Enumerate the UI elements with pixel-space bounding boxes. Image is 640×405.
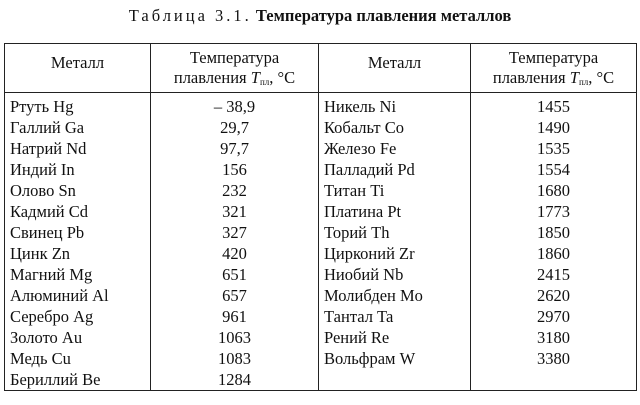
melting-temp-cell: 321	[151, 201, 319, 222]
melting-temp-cell: 1850	[537, 223, 570, 242]
metal-name-cell: Олово Sn	[5, 180, 151, 201]
metal-name-cell: Цирконий Zr	[319, 243, 471, 264]
metal-name-cell: Никель Ni	[319, 93, 471, 118]
melting-temp-cell: 1083	[151, 348, 319, 369]
header-metal-right: Металл	[319, 44, 471, 93]
melting-temp-cell: 420	[151, 243, 319, 264]
table-row	[5, 243, 637, 264]
header-temp-right	[471, 44, 637, 93]
melting-temp-cell: 961	[151, 306, 319, 327]
table-row	[5, 138, 637, 159]
melting-temp-cell: 327	[151, 222, 319, 243]
temp-unit: , °C	[269, 68, 296, 87]
temp-symbol: T	[569, 68, 579, 87]
melting-temp-cell: – 38,9	[151, 93, 319, 118]
temp-subscript: пл	[578, 77, 589, 87]
metal-name-cell: Тантал Ta	[319, 306, 471, 327]
header-row	[5, 44, 637, 93]
melting-temp-cell: 1535	[537, 139, 570, 158]
melting-temp-cell: 651	[151, 264, 319, 285]
table-number: Таблица 3.1.	[128, 6, 252, 25]
temp-unit: , °C	[588, 68, 615, 87]
melting-temp-cell: 1063	[151, 327, 319, 348]
header-temp-prefix: плавления	[173, 68, 251, 87]
metal-name-cell: Молибден Mo	[319, 285, 471, 306]
temp-symbol: T	[250, 68, 260, 87]
metal-name-cell: Галлий Ga	[5, 117, 151, 138]
melting-temp-cell: 1284	[151, 369, 319, 391]
metal-name-cell: Титан Ti	[319, 180, 471, 201]
melting-temp-cell: 1455	[537, 97, 570, 116]
table-row	[5, 327, 637, 348]
metal-name-cell: Индий In	[5, 159, 151, 180]
table-row	[5, 348, 637, 369]
table-row	[5, 117, 637, 138]
metal-name-cell: Свинец Pb	[5, 222, 151, 243]
header-temp-line1: Температура	[189, 48, 280, 67]
metal-name-cell: Магний Mg	[5, 264, 151, 285]
melting-temp-cell: 2415	[537, 265, 570, 284]
header-metal-left: Металл	[5, 44, 151, 93]
metal-name-cell: Ртуть Hg	[5, 93, 151, 118]
table-row	[5, 285, 637, 306]
melting-temp-cell: 1773	[537, 202, 570, 221]
table-row	[5, 264, 637, 285]
metal-name-cell: Натрий Nd	[5, 138, 151, 159]
table-row	[5, 306, 637, 327]
header-temp-prefix: плавления	[492, 68, 570, 87]
metal-name-cell: Рений Re	[319, 327, 471, 348]
metal-name-cell: Бериллий Be	[5, 369, 151, 391]
metal-name-cell: Цинк Zn	[5, 243, 151, 264]
table-row	[5, 222, 637, 243]
metal-name-cell: Серебро Ag	[5, 306, 151, 327]
table-caption	[0, 6, 640, 26]
melting-temp-cell: 2620	[537, 286, 570, 305]
melting-temp-cell: 2970	[537, 307, 570, 326]
table-row	[5, 180, 637, 201]
metal-name-cell: Кадмий Cd	[5, 201, 151, 222]
melting-temp-cell: 657	[151, 285, 319, 306]
table-row	[5, 93, 637, 118]
temp-subscript: пл	[259, 77, 270, 87]
metal-name-cell: Торий Th	[319, 222, 471, 243]
metal-name-cell: Палладий Pd	[319, 159, 471, 180]
melting-point-table	[4, 43, 637, 391]
melting-temp-cell: 1490	[537, 118, 570, 137]
metal-name-cell: Железо Fe	[319, 138, 471, 159]
metal-name-cell: Вольфрам W	[319, 348, 471, 369]
metal-name-cell: Платина Pt	[319, 201, 471, 222]
melting-temp-cell: 232	[151, 180, 319, 201]
header-temp-left	[151, 44, 319, 93]
melting-temp-cell	[471, 369, 637, 391]
melting-temp-cell: 29,7	[151, 117, 319, 138]
metal-name-cell: Золото Au	[5, 327, 151, 348]
table-row	[5, 201, 637, 222]
melting-temp-cell: 3180	[537, 328, 570, 347]
metal-name-cell: Алюминий Al	[5, 285, 151, 306]
melting-temp-cell: 3380	[537, 349, 570, 368]
melting-temp-cell: 1680	[537, 181, 570, 200]
table-title: Температура плавления металлов	[255, 6, 512, 25]
metal-name-cell: Кобальт Co	[319, 117, 471, 138]
melting-temp-cell: 156	[151, 159, 319, 180]
melting-temp-cell: 97,7	[151, 138, 319, 159]
metal-name-cell	[319, 369, 471, 391]
melting-temp-cell: 1554	[537, 160, 570, 179]
table-row	[5, 369, 637, 391]
melting-temp-cell: 1860	[537, 244, 570, 263]
header-temp-line1: Температура	[508, 48, 599, 67]
metal-name-cell: Ниобий Nb	[319, 264, 471, 285]
metal-name-cell: Медь Cu	[5, 348, 151, 369]
table-row	[5, 159, 637, 180]
